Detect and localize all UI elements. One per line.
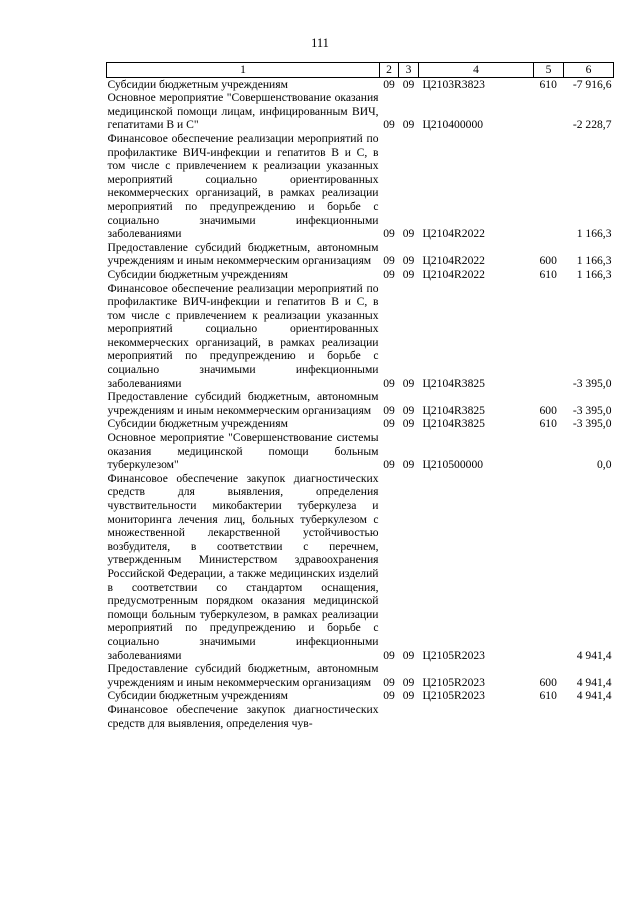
table-row [107, 268, 614, 282]
table-header [107, 63, 614, 78]
page-number: 111 [311, 36, 329, 50]
row-target-article: Ц2104R3825 [422, 403, 485, 417]
row-name: Субсидии бюджетным учреждениям [107, 267, 288, 281]
row-name: Предоставление субсидий бюджетным, автономным учреждениям и иным некоммерческим организациям [107, 240, 379, 268]
table-row [107, 703, 614, 730]
row-subsection: 09 [402, 254, 415, 268]
row-target-article: Ц2104R3825 [422, 376, 485, 390]
table-row [107, 132, 614, 241]
row-name: Основное мероприятие "Совершенствование оказания медицинской помощи лицам, инфицированным ВИЧ, гепатитами В и С" [107, 91, 379, 132]
row-subsection: 09 [402, 458, 415, 472]
row-section: 09 [383, 376, 395, 390]
row-target-article: Ц210500000 [422, 458, 484, 472]
budget-table [106, 62, 614, 730]
header-col-5: 5 [534, 63, 564, 78]
row-section: 09 [383, 648, 395, 662]
row-subsection: 09 [402, 267, 415, 281]
row-amount: 4 941,4 [576, 689, 612, 703]
header-col-2: 2 [380, 63, 399, 78]
row-amount: 4 941,4 [576, 675, 612, 689]
table-row [107, 431, 614, 472]
row-target-article: Ц2104R2022 [422, 254, 485, 268]
header-col-3: 3 [399, 63, 419, 78]
table-row [107, 282, 614, 391]
row-target-article: Ц2103R3823 [422, 77, 485, 91]
header-col-1: 1 [107, 63, 380, 78]
table-row [107, 417, 614, 431]
row-section: 09 [383, 254, 395, 268]
row-subsection: 09 [402, 118, 415, 132]
row-expense-type: 610 [539, 267, 557, 281]
header-row [107, 63, 614, 78]
row-amount: -3 395,0 [572, 417, 612, 431]
row-target-article: Ц2105R2023 [422, 675, 485, 689]
row-section: 09 [383, 458, 395, 472]
row-subsection: 09 [402, 376, 415, 390]
table-row [107, 472, 614, 662]
row-section: 09 [383, 689, 395, 703]
row-amount [564, 703, 614, 730]
header-col-4: 4 [419, 63, 534, 78]
table-row [107, 390, 614, 417]
table-row [107, 241, 614, 268]
row-target-article: Ц2104R2022 [422, 227, 485, 241]
row-expense-type: 600 [539, 254, 557, 268]
row-expense-type [534, 431, 564, 472]
row-subsection: 09 [402, 227, 415, 241]
row-amount: 0,0 [597, 458, 612, 472]
row-amount: 4 941,4 [576, 648, 612, 662]
row-amount: -2 228,7 [572, 118, 612, 132]
row-amount: -3 395,0 [572, 403, 612, 417]
row-subsection: 09 [402, 689, 415, 703]
row-subsection: 09 [402, 648, 415, 662]
row-subsection [399, 703, 419, 730]
table-body [107, 77, 614, 730]
row-expense-type: 600 [539, 403, 557, 417]
row-amount: 1 166,3 [576, 267, 612, 281]
row-expense-type [534, 132, 564, 241]
row-expense-type: 610 [539, 77, 557, 91]
row-name: Основное мероприятие "Совершенствование системы оказания медицинской помощи больным туберкулезом" [107, 431, 379, 472]
row-name: Финансовое обеспечение реализации мероприятий по профилактике ВИЧ-инфекции и гепатитов В и С, в том числе с привлечением к реализации указанных мероприятий социально ориентированных некоммерческих организаций, в рамках реализации мероприятий по предупреждению и борьбе с социально значимыми инфекционными заболеваниями [107, 281, 379, 390]
row-section [380, 703, 399, 730]
row-expense-type: 600 [539, 675, 557, 689]
row-subsection: 09 [402, 417, 415, 431]
table-row [107, 77, 614, 91]
row-name: Субсидии бюджетным учреждениям [107, 77, 288, 91]
row-expense-type [534, 91, 564, 132]
row-target-article: Ц2104R3825 [422, 417, 485, 431]
row-amount: 1 166,3 [576, 254, 612, 268]
row-name: Предоставление субсидий бюджетным, автономным учреждениям и иным некоммерческим организациям [107, 662, 379, 689]
row-target-article: Ц2104R2022 [422, 267, 485, 281]
table-row [107, 662, 614, 689]
row-amount: -7 916,6 [572, 77, 612, 91]
row-name: Финансовое обеспечение реализации мероприятий по профилактике ВИЧ-инфекции и гепатитов В и С, в том числе с привлечением к реализации указанных мероприятий социально ориентированных некоммерческих организаций, в рамках реализации мероприятий по предупреждению и борьбе с социально значимыми инфекционными заболеваниями [107, 131, 379, 241]
row-expense-type [534, 703, 564, 730]
row-target-article: Ц2105R2023 [422, 648, 485, 662]
row-target-article: Ц2105R2023 [422, 689, 485, 703]
row-name: Субсидии бюджетным учреждениям [107, 689, 288, 703]
row-section: 09 [383, 675, 395, 689]
row-amount: -3 395,0 [572, 376, 612, 390]
table-row [107, 689, 614, 703]
header-col-6: 6 [564, 63, 614, 78]
row-subsection: 09 [402, 675, 415, 689]
row-name: Предоставление субсидий бюджетным, автономным учреждениям и иным некоммерческим организациям [107, 390, 379, 417]
table-row [107, 91, 614, 132]
row-name: Субсидии бюджетным учреждениям [107, 417, 288, 431]
row-expense-type: 610 [539, 689, 557, 703]
row-name: Финансовое обеспечение закупок диагностических средств для выявления, определения чувствительности микобактерии туберкулеза и мониторинга лечения лиц, больных туберкулезом с множественной лекарственной устойчивостью возбудителя, в соответствии с перечнем, утвержденным Министерством здравоохранения Российской Федерации, а также медицинских изделий в соответствии со стандартом оснащения, предусмотренным порядком оказания медицинской помощи больным туберкулезом, в рамках реализации мероприятий по предупреждению и борьбе с социально значимыми инфекционными заболеваниями [107, 471, 379, 662]
row-section: 09 [383, 417, 395, 431]
row-subsection: 09 [402, 77, 415, 91]
row-target-article: Ц210400000 [422, 118, 484, 132]
row-name: Финансовое обеспечение закупок диагностических средств для выявления, определения чув- [107, 702, 379, 730]
row-section: 09 [383, 403, 395, 417]
row-expense-type: 610 [539, 417, 557, 431]
row-subsection: 09 [402, 403, 415, 417]
row-target-article [419, 703, 534, 730]
row-section: 09 [383, 267, 395, 281]
row-expense-type [534, 282, 564, 391]
row-expense-type [534, 472, 564, 662]
row-amount: 1 166,3 [576, 227, 612, 241]
row-section: 09 [383, 77, 395, 91]
row-section: 09 [383, 227, 395, 241]
row-section: 09 [383, 118, 395, 132]
